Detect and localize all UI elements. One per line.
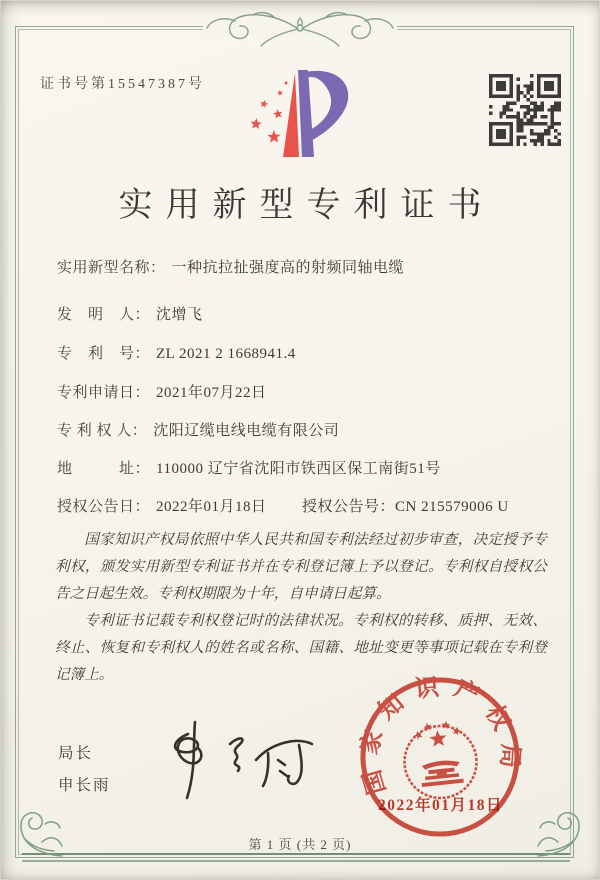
field-value: ZL 2021 2 1668941.4 <box>156 346 296 362</box>
commissioner-signature <box>150 718 325 806</box>
field-value: 110000 辽宁省沈阳市铁西区保工南街51号 <box>156 461 441 477</box>
official-seal <box>347 664 534 851</box>
legal-text-block <box>55 527 547 689</box>
field-row-grant-number <box>302 495 509 516</box>
signer-title: 局长 <box>58 745 94 762</box>
legal-paragraph: 专利证书记载专利权登记时的法律状况。专利权的转移、质押、无效、终止、恢复和专利权人的姓名或名称、国籍、地址变更等事项记载在专利登记簿上。 <box>55 613 547 683</box>
bottom-border-rule <box>22 853 570 862</box>
field-row-patentee <box>57 419 339 440</box>
field-label: 专利申请日： <box>57 385 151 401</box>
page-footer: 第 1 页 (共 2 页) <box>248 837 352 852</box>
field-label: 授权公告号： <box>302 499 396 515</box>
field-value: 沈增飞 <box>156 307 203 323</box>
signer-block <box>58 738 111 802</box>
seal-date: 2022年01月18日 <box>378 797 504 814</box>
field-label: 专 利 权 人： <box>57 423 148 439</box>
cnipa-logo-icon <box>230 60 370 168</box>
field-label: 发 明 人： <box>57 307 151 323</box>
field-label: 专 利 号： <box>57 346 151 362</box>
field-row-grant-date <box>57 495 267 516</box>
certificate-number: 证书号第15547387号 <box>40 77 205 92</box>
qr-code <box>489 74 561 146</box>
field-value: 一种抗拉扯强度高的射频同轴电缆 <box>171 260 405 276</box>
field-row-filing-date <box>57 381 267 402</box>
field-row-address <box>57 457 441 478</box>
field-value: CN 215579006 U <box>395 499 509 515</box>
national-emblem-icon <box>400 718 480 802</box>
field-label: 地 址： <box>57 461 151 477</box>
field-row-patent-number <box>57 342 296 363</box>
field-label: 授权公告日： <box>57 499 151 515</box>
certificate-title: 实用新型专利证书 <box>118 187 495 224</box>
field-row-name <box>57 256 404 277</box>
top-flourish-ornament <box>185 6 415 52</box>
field-value: 沈阳辽缆电线电缆有限公司 <box>153 423 340 439</box>
field-value: 2022年01月18日 <box>156 499 267 515</box>
signer-name: 申长雨 <box>58 777 111 794</box>
field-row-inventor <box>57 303 203 324</box>
seal-text: 国家知识产权局 <box>356 673 524 797</box>
field-label: 实用新型名称： <box>57 260 166 276</box>
field-value: 2021年07月22日 <box>156 385 267 401</box>
legal-paragraph: 国家知识产权局依照中华人民共和国专利法经过初步审查，决定授予专利权，颁发实用新型专利证书并在专利登记簿上予以登记。专利权自授权公告之日起生效。专利权期限为十年，自申请日起算。 <box>55 532 547 602</box>
